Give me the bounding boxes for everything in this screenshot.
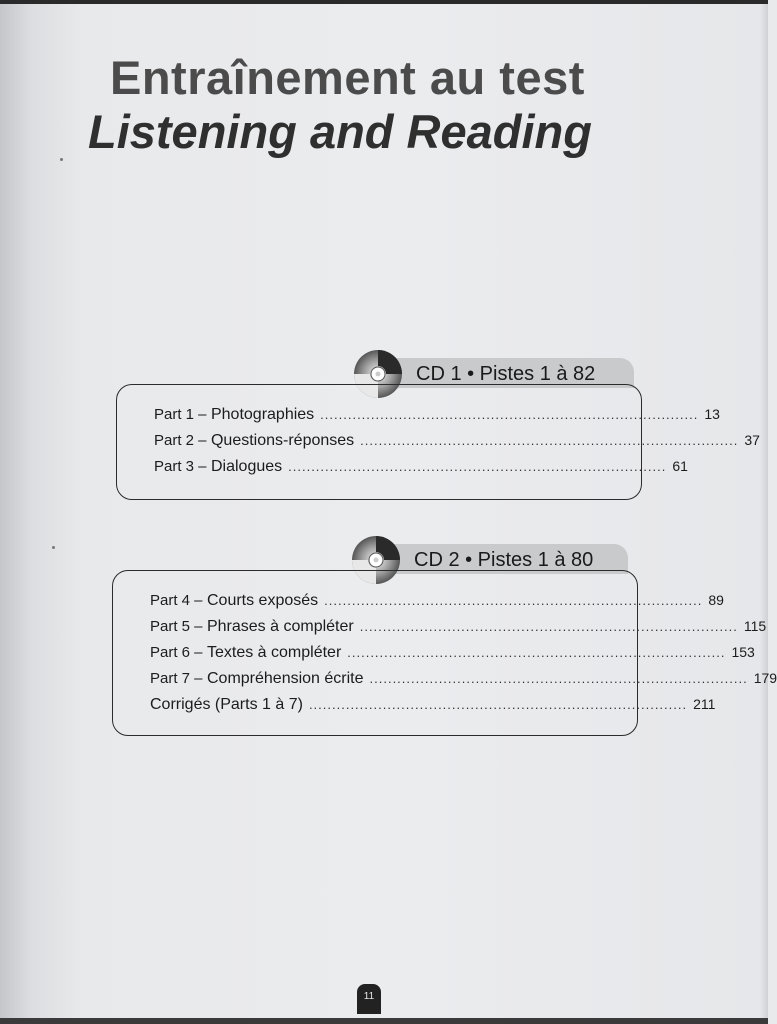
page-title-line-1: Entraînement au test bbox=[110, 51, 585, 104]
toc-leader-dots: .................................................................................. bbox=[324, 593, 703, 608]
toc-part-number: Part 3 – bbox=[154, 458, 207, 475]
toc-entry bbox=[150, 618, 767, 636]
toc-part-number: Part 5 – bbox=[150, 618, 203, 635]
toc-entry-title: Courts exposés bbox=[206, 592, 319, 609]
toc-part-number: Part 1 – bbox=[154, 406, 207, 423]
toc-part-number: Part 2 – bbox=[154, 432, 207, 449]
toc-part-number: Part 7 – bbox=[150, 670, 203, 687]
toc-entry bbox=[150, 592, 724, 610]
toc-leader-dots: .................................................................................. bbox=[347, 645, 726, 660]
toc-entry bbox=[150, 670, 777, 688]
toc-entry-title: Dialogues bbox=[210, 458, 283, 475]
page-bottom-edge bbox=[0, 1018, 768, 1024]
toc-part-number: Part 4 – bbox=[150, 592, 203, 609]
toc-entry-title: Photographies bbox=[210, 406, 315, 423]
toc-entry-title: Corrigés (Parts 1 à 7) bbox=[150, 696, 303, 713]
page-number: 11 bbox=[357, 984, 381, 1014]
toc-leader-dots: .................................................................................. bbox=[360, 433, 739, 448]
scan-speck bbox=[52, 546, 55, 549]
toc-page-number: 37 bbox=[744, 432, 760, 448]
page-top-edge bbox=[0, 0, 768, 4]
toc-page-number: 89 bbox=[708, 592, 724, 608]
page-title-line-2: Listening and Reading bbox=[88, 105, 592, 158]
scan-speck bbox=[60, 158, 63, 161]
toc-page-number: 211 bbox=[693, 696, 716, 712]
toc-entry bbox=[154, 432, 760, 450]
toc-page-number: 115 bbox=[743, 618, 767, 634]
toc-entry-title: Questions-réponses bbox=[210, 432, 355, 449]
toc-page-number: 153 bbox=[731, 644, 755, 660]
cd1-label: CD 1 • Pistes 1 à 82 bbox=[416, 363, 596, 385]
cd2-label: CD 2 • Pistes 1 à 80 bbox=[414, 549, 594, 571]
toc-page-number: 179 bbox=[753, 670, 777, 686]
toc-entry bbox=[154, 458, 688, 476]
toc-entry bbox=[150, 644, 755, 662]
toc-page-number: 61 bbox=[672, 458, 688, 474]
toc-page-number: 13 bbox=[704, 406, 720, 422]
toc-entry-title: Textes à compléter bbox=[206, 644, 342, 661]
toc-part-number: Part 6 – bbox=[150, 644, 203, 661]
toc-leader-dots: .................................................................................. bbox=[308, 697, 688, 712]
toc-leader-dots: .................................................................................. bbox=[320, 407, 699, 422]
toc-leader-dots: .................................................................................. bbox=[369, 671, 748, 686]
toc-leader-dots: .................................................................................. bbox=[359, 619, 738, 634]
toc-entry bbox=[154, 406, 720, 424]
toc-entry-title: Phrases à compléter bbox=[206, 618, 354, 635]
toc-entry-title: Compréhension écrite bbox=[206, 670, 364, 687]
toc-leader-dots: .................................................................................. bbox=[288, 459, 667, 474]
toc-entry bbox=[150, 696, 716, 714]
